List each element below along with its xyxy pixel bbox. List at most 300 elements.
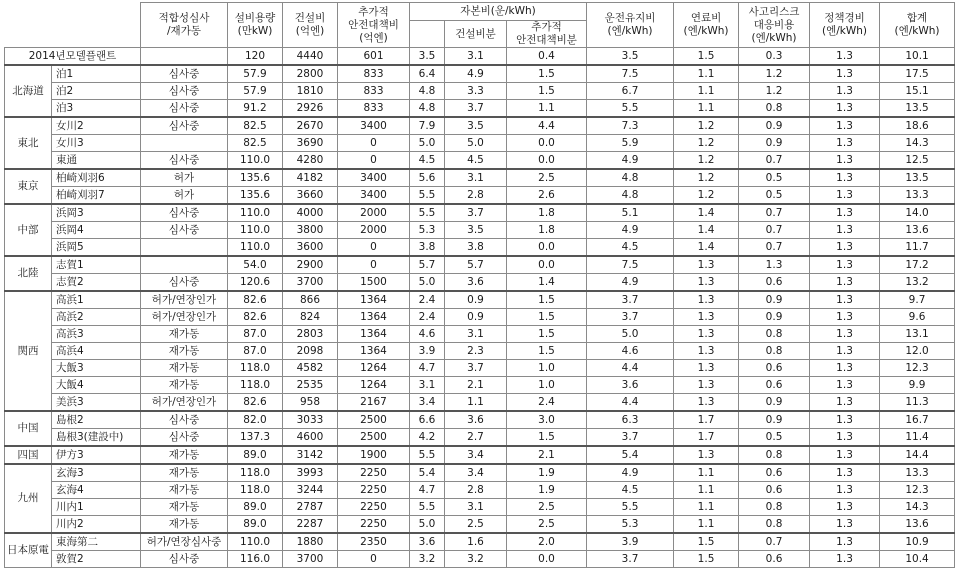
- cell-capital: 3.8: [410, 239, 445, 257]
- plant-name: 高浜2: [52, 309, 141, 326]
- cell-capacity: 118.0: [228, 482, 283, 499]
- cell-construction: 2926: [283, 100, 338, 118]
- region-label: 北海道: [5, 65, 52, 117]
- cell-accident: 0.6: [739, 377, 810, 394]
- cell-policy: 1.3: [810, 429, 880, 447]
- cell-capacity: 110.0: [228, 204, 283, 222]
- cell-status: 허가: [141, 187, 228, 205]
- plant-name: 柏崎刈羽7: [52, 187, 141, 205]
- cell-accident: 0.6: [739, 482, 810, 499]
- table-row: [5, 291, 955, 309]
- cell-capacity: 110.0: [228, 533, 283, 551]
- plant-name: 島根3(建設中): [52, 429, 141, 447]
- cell-fuel: 1.3: [674, 446, 739, 464]
- cell-safety-cost: 3400: [338, 117, 410, 135]
- cell-capital-construction: 2.8: [445, 187, 507, 205]
- cell-capacity: 110.0: [228, 239, 283, 257]
- cell-status: 재가동: [141, 446, 228, 464]
- cell-construction: 3690: [283, 135, 338, 152]
- cell-policy: 1.3: [810, 516, 880, 534]
- cell-capital-construction: 3.4: [445, 464, 507, 482]
- cell-operation: 4.5: [587, 239, 674, 257]
- cell-capital-safety: 2.5: [507, 169, 587, 187]
- cell-status: 허가/연장인가: [141, 291, 228, 309]
- cell-capital-construction: 3.6: [445, 274, 507, 292]
- plant-name: 伊方3: [52, 446, 141, 464]
- cell-accident: 0.9: [739, 291, 810, 309]
- cell-capital-construction: 3.7: [445, 100, 507, 118]
- cell-status: 재가동: [141, 360, 228, 377]
- cell-policy: 1.3: [810, 499, 880, 516]
- cell-operation: 4.8: [587, 187, 674, 205]
- cell-capacity: 118.0: [228, 464, 283, 482]
- cell-total: 15.1: [880, 83, 955, 100]
- cell-safety-cost: 2250: [338, 499, 410, 516]
- cell-capital-safety: 0.0: [507, 152, 587, 170]
- cell-construction: 1810: [283, 83, 338, 100]
- cell-total: 12.3: [880, 482, 955, 499]
- plant-name: 大飯3: [52, 360, 141, 377]
- region-label: 関西: [5, 291, 52, 411]
- cell-status: 심사중: [141, 152, 228, 170]
- cell-fuel: 1.7: [674, 411, 739, 429]
- cell-capital-safety: 0.0: [507, 256, 587, 274]
- header-capital-construction: 건설비분: [445, 21, 507, 48]
- cell-policy: 1.3: [810, 100, 880, 118]
- cell-operation: 4.4: [587, 394, 674, 412]
- header-safety-cost: 추가적 안전대책비 (억엔): [338, 3, 410, 48]
- cell-capacity: 118.0: [228, 377, 283, 394]
- cell-capital-safety: 0.0: [507, 551, 587, 568]
- cell-fuel: 1.7: [674, 429, 739, 447]
- region-label: 北陸: [5, 256, 52, 291]
- cell-total: 18.6: [880, 117, 955, 135]
- cell-operation: 3.7: [587, 551, 674, 568]
- cell-fuel: 1.2: [674, 135, 739, 152]
- cell-capacity: 118.0: [228, 360, 283, 377]
- table-row: [5, 187, 955, 205]
- table-row: [5, 117, 955, 135]
- cell-capacity: 135.6: [228, 169, 283, 187]
- table-row: [5, 100, 955, 118]
- cell-capital: 3.4: [410, 394, 445, 412]
- cell-fuel: 1.2: [674, 152, 739, 170]
- cell-capital-safety: 1.5: [507, 429, 587, 447]
- cell-total: 12.5: [880, 152, 955, 170]
- cell-fuel: 1.3: [674, 256, 739, 274]
- plant-name: 大飯4: [52, 377, 141, 394]
- cell-capacity: 89.0: [228, 446, 283, 464]
- cell-status: 재가동: [141, 482, 228, 499]
- cell-operation: 5.5: [587, 100, 674, 118]
- cell-safety-cost: 0: [338, 135, 410, 152]
- cell-safety-cost: 2000: [338, 222, 410, 239]
- cell-accident: 0.5: [739, 429, 810, 447]
- plant-name: 東通: [52, 152, 141, 170]
- cell-capacity: 54.0: [228, 256, 283, 274]
- cell-capacity: 57.9: [228, 83, 283, 100]
- cell-capital-safety: 1.5: [507, 343, 587, 360]
- cell-construction: 2535: [283, 377, 338, 394]
- cell-capital: 2.4: [410, 309, 445, 326]
- cell-fuel: 1.3: [674, 360, 739, 377]
- cell-capital-construction: 2.1: [445, 377, 507, 394]
- cell-operation: 3.5: [587, 48, 674, 66]
- cell-capital-safety: 4.4: [507, 117, 587, 135]
- cell-operation: 4.8: [587, 169, 674, 187]
- cell-capital-safety: 1.5: [507, 83, 587, 100]
- cell-policy: 1.3: [810, 204, 880, 222]
- cell-capital-construction: 0.9: [445, 291, 507, 309]
- cell-status: 심사중: [141, 100, 228, 118]
- cell-status: 심사중: [141, 411, 228, 429]
- cell-accident: 1.3: [739, 256, 810, 274]
- cell-status: [141, 239, 228, 257]
- cell-policy: 1.3: [810, 187, 880, 205]
- cell-safety-cost: 0: [338, 152, 410, 170]
- cell-fuel: 1.2: [674, 117, 739, 135]
- cell-total: 13.5: [880, 100, 955, 118]
- cell-accident: 0.7: [739, 533, 810, 551]
- cell-capital-construction: 3.7: [445, 204, 507, 222]
- cell-total: 13.3: [880, 464, 955, 482]
- cell-construction: 3244: [283, 482, 338, 499]
- cell-status: 심사중: [141, 274, 228, 292]
- cell-capital: 7.9: [410, 117, 445, 135]
- plant-name: 女川3: [52, 135, 141, 152]
- cell-total: 14.3: [880, 499, 955, 516]
- table-row: [5, 446, 955, 464]
- cell-operation: 7.3: [587, 117, 674, 135]
- cell-fuel: 1.1: [674, 516, 739, 534]
- cell-safety-cost: 1500: [338, 274, 410, 292]
- cell-operation: 3.6: [587, 377, 674, 394]
- cell-policy: 1.3: [810, 135, 880, 152]
- cell-accident: 0.3: [739, 48, 810, 66]
- cell-capital-safety: 1.0: [507, 360, 587, 377]
- cell-fuel: 1.2: [674, 187, 739, 205]
- cell-status: 심사중: [141, 429, 228, 447]
- cell-capacity: 110.0: [228, 152, 283, 170]
- table-row: [5, 499, 955, 516]
- cell-construction: 958: [283, 394, 338, 412]
- cell-safety-cost: 1364: [338, 326, 410, 343]
- plant-name: 玄海3: [52, 464, 141, 482]
- cell-operation: 3.7: [587, 429, 674, 447]
- table-row: [5, 152, 955, 170]
- cell-fuel: 1.3: [674, 326, 739, 343]
- header-row-1: [5, 3, 955, 21]
- cell-capital: 3.9: [410, 343, 445, 360]
- cell-capital: 5.6: [410, 169, 445, 187]
- table-row: [5, 204, 955, 222]
- cell-accident: 0.8: [739, 343, 810, 360]
- table-row: [5, 482, 955, 499]
- cell-accident: 0.9: [739, 411, 810, 429]
- cell-policy: 1.3: [810, 309, 880, 326]
- cell-total: 9.9: [880, 377, 955, 394]
- cell-capital-safety: 1.1: [507, 100, 587, 118]
- cell-capital-safety: 1.4: [507, 274, 587, 292]
- cell-policy: 1.3: [810, 482, 880, 499]
- cell-status: 재가동: [141, 343, 228, 360]
- cell-safety-cost: 2500: [338, 429, 410, 447]
- cell-status: 허가/연장심사중: [141, 533, 228, 551]
- cell-capacity: 91.2: [228, 100, 283, 118]
- cell-construction: 2900: [283, 256, 338, 274]
- cell-policy: 1.3: [810, 222, 880, 239]
- cell-capital: 5.7: [410, 256, 445, 274]
- cell-fuel: 1.3: [674, 309, 739, 326]
- cell-fuel: 1.2: [674, 169, 739, 187]
- cell-policy: 1.3: [810, 360, 880, 377]
- cell-safety-cost: 1364: [338, 291, 410, 309]
- cell-capital: 6.6: [410, 411, 445, 429]
- cell-capital-safety: 1.9: [507, 464, 587, 482]
- cell-policy: 1.3: [810, 117, 880, 135]
- cell-capital-construction: 3.1: [445, 48, 507, 66]
- cell-total: 13.5: [880, 169, 955, 187]
- plant-name: 志賀2: [52, 274, 141, 292]
- cell-policy: 1.3: [810, 83, 880, 100]
- cell-total: 13.1: [880, 326, 955, 343]
- cell-operation: 4.9: [587, 222, 674, 239]
- plant-name: 浜岡3: [52, 204, 141, 222]
- model-plant-row: [5, 48, 955, 66]
- plant-name: 敦賀2: [52, 551, 141, 568]
- header-construction: 건설비 (억엔): [283, 3, 338, 48]
- cell-capital-construction: 4.9: [445, 65, 507, 83]
- cell-total: 11.3: [880, 394, 955, 412]
- cell-fuel: 1.3: [674, 291, 739, 309]
- cell-capital: 5.4: [410, 464, 445, 482]
- cell-total: 13.6: [880, 516, 955, 534]
- cell-safety-cost: 1364: [338, 309, 410, 326]
- cell-capital-construction: 3.7: [445, 360, 507, 377]
- cell-status: 재가동: [141, 464, 228, 482]
- cell-capital: 3.2: [410, 551, 445, 568]
- cell-capital-safety: 2.4: [507, 394, 587, 412]
- cell-capital-construction: 2.3: [445, 343, 507, 360]
- cell-status: 심사중: [141, 83, 228, 100]
- table-row: [5, 464, 955, 482]
- cell-fuel: 1.3: [674, 377, 739, 394]
- cell-construction: 4600: [283, 429, 338, 447]
- table-row: [5, 65, 955, 83]
- cell-safety-cost: 2250: [338, 516, 410, 534]
- cell-construction: 2803: [283, 326, 338, 343]
- cell-capacity: 82.0: [228, 411, 283, 429]
- cell-capacity: 137.3: [228, 429, 283, 447]
- cell-construction: 1880: [283, 533, 338, 551]
- cell-capital: 4.8: [410, 100, 445, 118]
- cell-fuel: 1.1: [674, 464, 739, 482]
- region-label: 東京: [5, 169, 52, 204]
- plant-name: 島根2: [52, 411, 141, 429]
- cell-policy: 1.3: [810, 48, 880, 66]
- cell-policy: 1.3: [810, 446, 880, 464]
- plant-name: 女川2: [52, 117, 141, 135]
- table-row: [5, 169, 955, 187]
- header-fuel: 연료비 (엔/kWh): [674, 3, 739, 48]
- plant-name: 川内1: [52, 499, 141, 516]
- cell-policy: 1.3: [810, 394, 880, 412]
- cell-capital: 5.5: [410, 187, 445, 205]
- cell-operation: 5.0: [587, 326, 674, 343]
- cell-safety-cost: 1264: [338, 360, 410, 377]
- header-capital-total: [410, 21, 445, 48]
- cell-capacity: 82.6: [228, 394, 283, 412]
- cell-safety-cost: 2250: [338, 464, 410, 482]
- cell-fuel: 1.1: [674, 499, 739, 516]
- cell-fuel: 1.1: [674, 482, 739, 499]
- cell-capacity: 82.5: [228, 117, 283, 135]
- header-total: 합계 (엔/kWh): [880, 3, 955, 48]
- cell-accident: 0.6: [739, 551, 810, 568]
- header-status: 적합성심사 /재가동: [141, 3, 228, 48]
- cell-capacity: 120.6: [228, 274, 283, 292]
- cell-policy: 1.3: [810, 411, 880, 429]
- cell-operation: 5.3: [587, 516, 674, 534]
- cell-total: 16.7: [880, 411, 955, 429]
- cell-construction: 824: [283, 309, 338, 326]
- cell-accident: 0.8: [739, 499, 810, 516]
- cell-capital-safety: 0.0: [507, 239, 587, 257]
- cell-accident: 0.5: [739, 169, 810, 187]
- plant-name: 泊1: [52, 65, 141, 83]
- plant-name: 泊2: [52, 83, 141, 100]
- cell-total: 13.3: [880, 187, 955, 205]
- cell-safety-cost: 0: [338, 256, 410, 274]
- cell-capacity: 82.6: [228, 291, 283, 309]
- cell-construction: 3993: [283, 464, 338, 482]
- cell-capital-safety: 1.0: [507, 377, 587, 394]
- cell-fuel: 1.5: [674, 533, 739, 551]
- cell-fuel: 1.4: [674, 239, 739, 257]
- cell-capital-construction: 1.6: [445, 533, 507, 551]
- table-row: [5, 551, 955, 568]
- cell-capacity: 120: [228, 48, 283, 66]
- cell-status: 허가: [141, 169, 228, 187]
- cell-accident: 0.7: [739, 204, 810, 222]
- cell-capital: 5.3: [410, 222, 445, 239]
- cell-capacity: 110.0: [228, 222, 283, 239]
- cell-capital-safety: 1.8: [507, 204, 587, 222]
- cell-capital: 3.6: [410, 533, 445, 551]
- cell-status: 심사중: [141, 204, 228, 222]
- cell-capital: 4.7: [410, 360, 445, 377]
- cell-total: 14.4: [880, 446, 955, 464]
- cell-capital: 4.8: [410, 83, 445, 100]
- cell-status: 허가/연장인가: [141, 394, 228, 412]
- cost-table: [4, 2, 955, 568]
- cell-policy: 1.3: [810, 65, 880, 83]
- cell-operation: 4.9: [587, 464, 674, 482]
- cell-safety-cost: 3400: [338, 187, 410, 205]
- cell-fuel: 1.4: [674, 222, 739, 239]
- cell-accident: 0.9: [739, 309, 810, 326]
- model-plant-label: 2014년모델플랜트: [5, 48, 141, 66]
- cell-safety-cost: 1364: [338, 343, 410, 360]
- cell-construction: 3033: [283, 411, 338, 429]
- cell-accident: 0.7: [739, 222, 810, 239]
- cell-capital-construction: 1.1: [445, 394, 507, 412]
- cell-capacity: 57.9: [228, 65, 283, 83]
- cell-safety-cost: 1264: [338, 377, 410, 394]
- table-row: [5, 309, 955, 326]
- cell-accident: 1.2: [739, 83, 810, 100]
- cell-operation: 4.9: [587, 274, 674, 292]
- cell-capacity: 89.0: [228, 499, 283, 516]
- cell-capacity: 82.5: [228, 135, 283, 152]
- cell-capital-safety: 2.6: [507, 187, 587, 205]
- cell-policy: 1.3: [810, 274, 880, 292]
- cell-status: 심사중: [141, 551, 228, 568]
- cell-capital-construction: 3.5: [445, 222, 507, 239]
- region-label: 四国: [5, 446, 52, 464]
- cell-operation: 7.5: [587, 256, 674, 274]
- table-row: [5, 360, 955, 377]
- cell-status: [141, 48, 228, 66]
- cell-fuel: 1.4: [674, 204, 739, 222]
- cell-policy: 1.3: [810, 326, 880, 343]
- cell-fuel: 1.3: [674, 394, 739, 412]
- cell-status: 심사중: [141, 222, 228, 239]
- cell-fuel: 1.1: [674, 65, 739, 83]
- cell-construction: 866: [283, 291, 338, 309]
- cell-capital: 4.5: [410, 152, 445, 170]
- cell-operation: 7.5: [587, 65, 674, 83]
- cell-status: 재가동: [141, 326, 228, 343]
- cell-capital: 6.4: [410, 65, 445, 83]
- cell-construction: 2800: [283, 65, 338, 83]
- cell-construction: 2670: [283, 117, 338, 135]
- table-row: [5, 83, 955, 100]
- cell-capital-construction: 3.5: [445, 117, 507, 135]
- cell-construction: 3600: [283, 239, 338, 257]
- cell-fuel: 1.3: [674, 343, 739, 360]
- cell-construction: 4000: [283, 204, 338, 222]
- table-row: [5, 274, 955, 292]
- plant-name: 泊3: [52, 100, 141, 118]
- cell-capacity: 116.0: [228, 551, 283, 568]
- region-label: 九州: [5, 464, 52, 533]
- cell-capital-safety: 1.5: [507, 291, 587, 309]
- plant-name: 川内2: [52, 516, 141, 534]
- cell-total: 14.0: [880, 204, 955, 222]
- cell-accident: 0.8: [739, 516, 810, 534]
- table-row: [5, 256, 955, 274]
- cell-total: 9.6: [880, 309, 955, 326]
- table-row: [5, 429, 955, 447]
- cell-capital-safety: 1.9: [507, 482, 587, 499]
- cell-policy: 1.3: [810, 464, 880, 482]
- cell-capital-construction: 2.7: [445, 429, 507, 447]
- cell-capital: 3.5: [410, 48, 445, 66]
- cell-capital: 2.4: [410, 291, 445, 309]
- cell-policy: 1.3: [810, 152, 880, 170]
- cell-capital-construction: 3.1: [445, 326, 507, 343]
- cell-capital-construction: 3.1: [445, 499, 507, 516]
- cell-construction: 4280: [283, 152, 338, 170]
- cell-total: 11.4: [880, 429, 955, 447]
- cell-total: 13.2: [880, 274, 955, 292]
- table-row: [5, 326, 955, 343]
- cell-safety-cost: 0: [338, 239, 410, 257]
- cell-status: 심사중: [141, 65, 228, 83]
- cell-fuel: 1.3: [674, 274, 739, 292]
- cell-status: 재가동: [141, 516, 228, 534]
